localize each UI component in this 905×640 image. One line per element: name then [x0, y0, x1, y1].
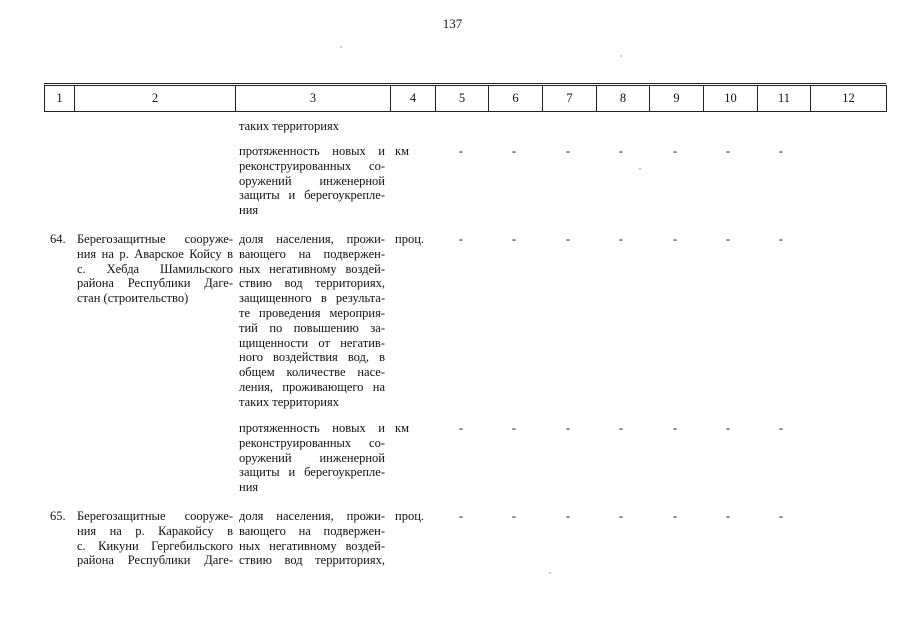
- value-cell: -: [458, 509, 464, 523]
- column-header: 6: [489, 86, 543, 112]
- text-line: тий по повышению за-: [239, 320, 385, 335]
- text-line: района Республики Даге-: [77, 553, 233, 568]
- indicator-cell: [239, 119, 385, 134]
- value-cell: -: [778, 421, 784, 435]
- unit-cell: проц.: [395, 232, 425, 246]
- value-cell: -: [725, 509, 731, 523]
- text-line: щищенности от негатив-: [239, 335, 385, 350]
- text-line: ствию вод территориях,: [239, 553, 385, 568]
- text-line: ния: [239, 203, 259, 218]
- column-header: 10: [704, 86, 758, 112]
- column-header: 1: [45, 86, 75, 112]
- object-cell: [77, 232, 233, 306]
- text-line: доля населения, прожи-: [239, 232, 385, 246]
- text-line: те проведения мероприя-: [239, 305, 385, 320]
- text-line: доля населения, прожи-: [239, 509, 385, 523]
- text-line: ния: [239, 480, 259, 495]
- text-line: защиты и берегоукрепле-: [239, 188, 385, 203]
- value-cell: -: [565, 509, 571, 523]
- scan-speck: [620, 55, 622, 57]
- value-cell: -: [672, 144, 678, 158]
- scan-speck: [549, 572, 551, 574]
- text-line: общем количестве насе-: [239, 365, 385, 380]
- value-cell: -: [458, 144, 464, 158]
- text-line: Берегозащитные сооруже-: [77, 509, 233, 523]
- value-cell: -: [458, 421, 464, 435]
- value-cell: -: [511, 144, 517, 158]
- text-line: ления, проживающего на: [239, 379, 385, 394]
- text-line: с. Хебда Шамильского: [77, 261, 233, 276]
- column-header: 3: [236, 86, 391, 112]
- text-line: ных негативному воздей-: [239, 538, 385, 553]
- unit-cell: км: [395, 421, 409, 435]
- table-top-rule: [44, 83, 886, 84]
- value-cell: -: [672, 421, 678, 435]
- row-number: 64.: [50, 232, 66, 246]
- text-line: реконструированных со-: [239, 435, 385, 450]
- value-cell: -: [458, 232, 464, 246]
- value-cell: -: [511, 509, 517, 523]
- text-line: ного воздействия вод, в: [239, 350, 385, 365]
- column-header: 2: [75, 86, 236, 112]
- text-line: вающего на подвержен-: [239, 523, 385, 538]
- unit-cell: проц.: [395, 509, 425, 523]
- scan-speck: [340, 46, 342, 48]
- value-cell: -: [618, 421, 624, 435]
- column-header: 8: [597, 86, 650, 112]
- text-line: района Республики Даге-: [77, 276, 233, 291]
- value-cell: -: [565, 232, 571, 246]
- text-line: таких территориях: [239, 119, 339, 133]
- unit-cell: км: [395, 144, 409, 158]
- row-number: 65.: [50, 509, 66, 523]
- text-line: оружений инженерной: [239, 450, 385, 465]
- text-line: Берегозащитные сооруже-: [77, 232, 233, 246]
- column-header-row: [44, 85, 887, 112]
- column-header: 12: [811, 86, 887, 112]
- page-number: 137: [442, 16, 463, 31]
- value-cell: -: [618, 232, 624, 246]
- column-header: 11: [758, 86, 811, 112]
- text-line: ствию вод территориях,: [239, 276, 385, 291]
- text-line: защищенного в результа-: [239, 291, 385, 306]
- indicator-cell: [239, 232, 385, 410]
- value-cell: -: [778, 509, 784, 523]
- indicator-cell: [239, 144, 385, 218]
- text-line: ния на р. Аварское Койсу в: [77, 246, 233, 261]
- column-header: 4: [391, 86, 436, 112]
- column-header: 7: [543, 86, 597, 112]
- indicator-cell: [239, 509, 385, 568]
- indicator-cell: [239, 421, 385, 495]
- value-cell: -: [778, 144, 784, 158]
- value-cell: -: [725, 144, 731, 158]
- value-cell: -: [725, 421, 731, 435]
- column-header: 5: [436, 86, 489, 112]
- value-cell: -: [618, 509, 624, 523]
- text-line: оружений инженерной: [239, 173, 385, 188]
- text-line: протяженность новых и: [239, 144, 385, 158]
- value-cell: -: [565, 421, 571, 435]
- value-cell: -: [511, 421, 517, 435]
- value-cell: -: [725, 232, 731, 246]
- text-line: таких территориях: [239, 394, 339, 409]
- text-line: вающего на подвержен-: [239, 246, 385, 261]
- text-line: с. Кикуни Гергебильского: [77, 538, 233, 553]
- text-line: протяженность новых и: [239, 421, 385, 435]
- text-line: ных негативному воздей-: [239, 261, 385, 276]
- value-cell: -: [672, 232, 678, 246]
- column-header: 9: [650, 86, 704, 112]
- value-cell: -: [778, 232, 784, 246]
- value-cell: -: [565, 144, 571, 158]
- value-cell: -: [672, 509, 678, 523]
- text-line: ния на р. Каракойсу в: [77, 523, 233, 538]
- text-line: защиты и берегоукрепле-: [239, 465, 385, 480]
- text-line: реконструированных со-: [239, 158, 385, 173]
- scan-speck: [639, 168, 641, 170]
- value-cell: -: [511, 232, 517, 246]
- object-cell: [77, 509, 233, 568]
- value-cell: -: [618, 144, 624, 158]
- text-line: стан (строительство): [77, 291, 189, 306]
